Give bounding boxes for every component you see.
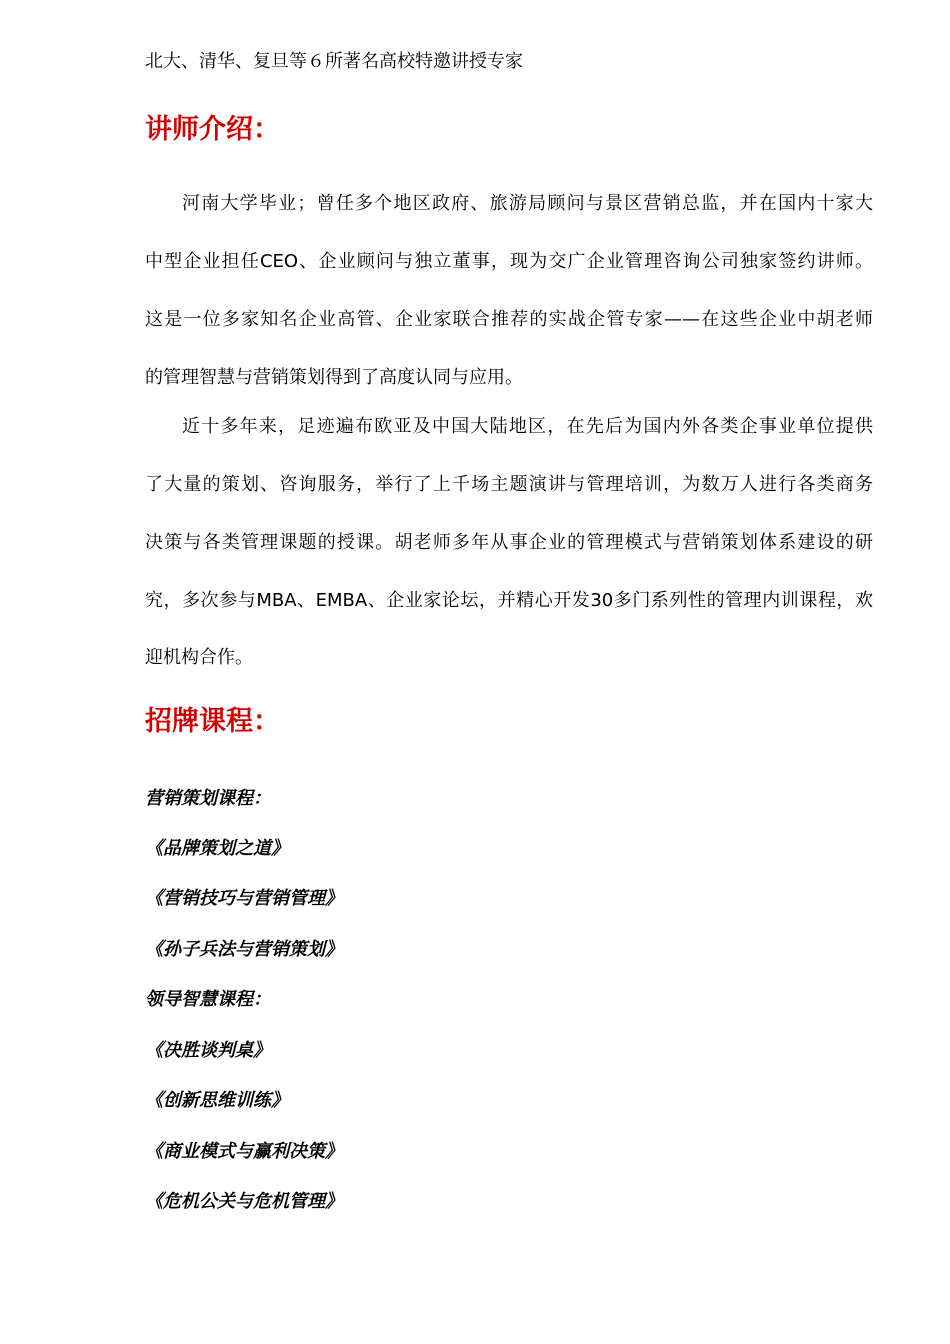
bio-paragraph-2-line: 迎机构合作。 bbox=[145, 647, 253, 668]
course-item: 《危机公关与危机管理》 bbox=[145, 1191, 343, 1212]
bio-paragraph-1-line: 中型企业担任CEO、企业顾问与独立董事，现为交广企业管理咨询公司独家签约讲师。 bbox=[145, 251, 873, 272]
bio-paragraph-1-line: 这是一位多家知名企业高管、企业家联合推荐的实战企管专家——在这些企业中胡老师 bbox=[145, 309, 873, 330]
bio-paragraph-2-line: 了大量的策划、咨询服务，举行了上千场主题演讲与管理培训，为数万人进行各类商务 bbox=[145, 474, 873, 495]
bio-paragraph-1-line: 河南大学毕业；曾任多个地区政府、旅游局顾问与景区营销总监，并在国内十家大 bbox=[182, 193, 873, 214]
course-item: 《决胜谈判桌》 bbox=[145, 1040, 271, 1061]
leadership-category-label: 领导智慧课程： bbox=[145, 989, 271, 1010]
marketing-category-label: 营销策划课程： bbox=[145, 788, 271, 809]
intro-line: 北大、清华、复旦等６所著名高校特邀讲授专家 bbox=[145, 51, 523, 72]
bio-paragraph-2-line: 究，多次参与MBA、EMBA、企业家论坛，并精心开发30多门系列性的管理内训课程，欢 bbox=[145, 590, 873, 611]
bio-paragraph-1-line: 的管理智慧与营销策划得到了高度认同与应用。 bbox=[145, 367, 523, 388]
bio-paragraph-2-line: 近十多年来，足迹遍布欧亚及中国大陆地区，在先后为国内外各类企事业单位提供 bbox=[182, 416, 873, 437]
course-item: 《孙子兵法与营销策划》 bbox=[145, 939, 343, 960]
courses-heading: 招牌课程： bbox=[145, 706, 280, 737]
lecturer-heading: 讲师介绍： bbox=[145, 114, 280, 145]
course-item: 《商业模式与赢利决策》 bbox=[145, 1141, 343, 1162]
course-item: 《品牌策划之道》 bbox=[145, 838, 289, 859]
bio-paragraph-2-line: 决策与各类管理课题的授课。胡老师多年从事企业的管理模式与营销策划体系建设的研 bbox=[145, 532, 873, 553]
course-item: 《创新思维训练》 bbox=[145, 1090, 289, 1111]
course-item: 《营销技巧与营销管理》 bbox=[145, 888, 343, 909]
